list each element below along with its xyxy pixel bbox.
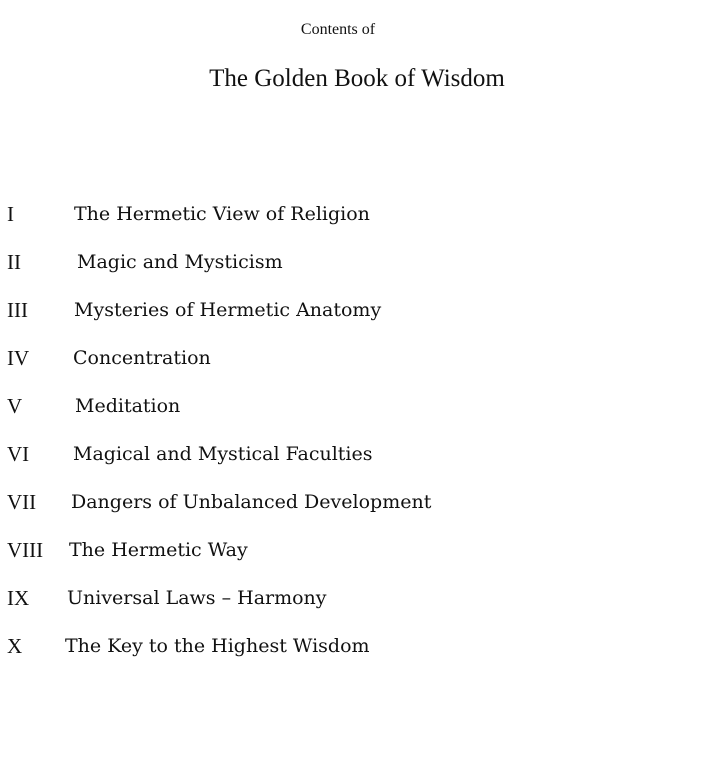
chapter-number: III (7, 298, 28, 322)
chapter-title: Magic and Mysticism (77, 251, 283, 273)
chapter-title: Magical and Mystical Faculties (73, 443, 373, 465)
chapter-number: IX (7, 586, 30, 610)
chapter-title: The Key to the Highest Wisdom (65, 635, 370, 657)
table-of-contents (7, 200, 607, 680)
toc-entry-10 (7, 632, 607, 680)
chapter-number: II (7, 250, 21, 274)
toc-entry-2 (7, 248, 607, 296)
chapter-number: VII (7, 490, 37, 514)
page-title: The Golden Book of Wisdom (209, 65, 505, 92)
toc-entry-6 (7, 440, 607, 488)
chapter-number: VIII (7, 538, 44, 562)
chapter-title: Mysteries of Hermetic Anatomy (74, 299, 382, 321)
chapter-number: VI (7, 442, 30, 466)
toc-entry-3 (7, 296, 607, 344)
contents-of-label: Contents of (300, 21, 376, 38)
toc-entry-5 (7, 392, 607, 440)
chapter-title: Dangers of Unbalanced Development (71, 491, 432, 513)
chapter-number: I (7, 202, 14, 226)
chapter-title: The Hermetic Way (69, 539, 248, 561)
chapter-number: IV (7, 346, 30, 370)
chapter-number: V (7, 394, 23, 418)
chapter-title: Meditation (75, 395, 181, 417)
chapter-number: X (7, 634, 23, 658)
toc-entry-4 (7, 344, 607, 392)
toc-entry-8 (7, 536, 607, 584)
chapter-title: The Hermetic View of Religion (74, 203, 370, 225)
toc-entry-9 (7, 584, 607, 632)
chapter-title: Concentration (73, 347, 211, 369)
toc-entry-7 (7, 488, 607, 536)
chapter-title: Universal Laws – Harmony (67, 587, 327, 609)
toc-entry-1 (7, 200, 607, 248)
